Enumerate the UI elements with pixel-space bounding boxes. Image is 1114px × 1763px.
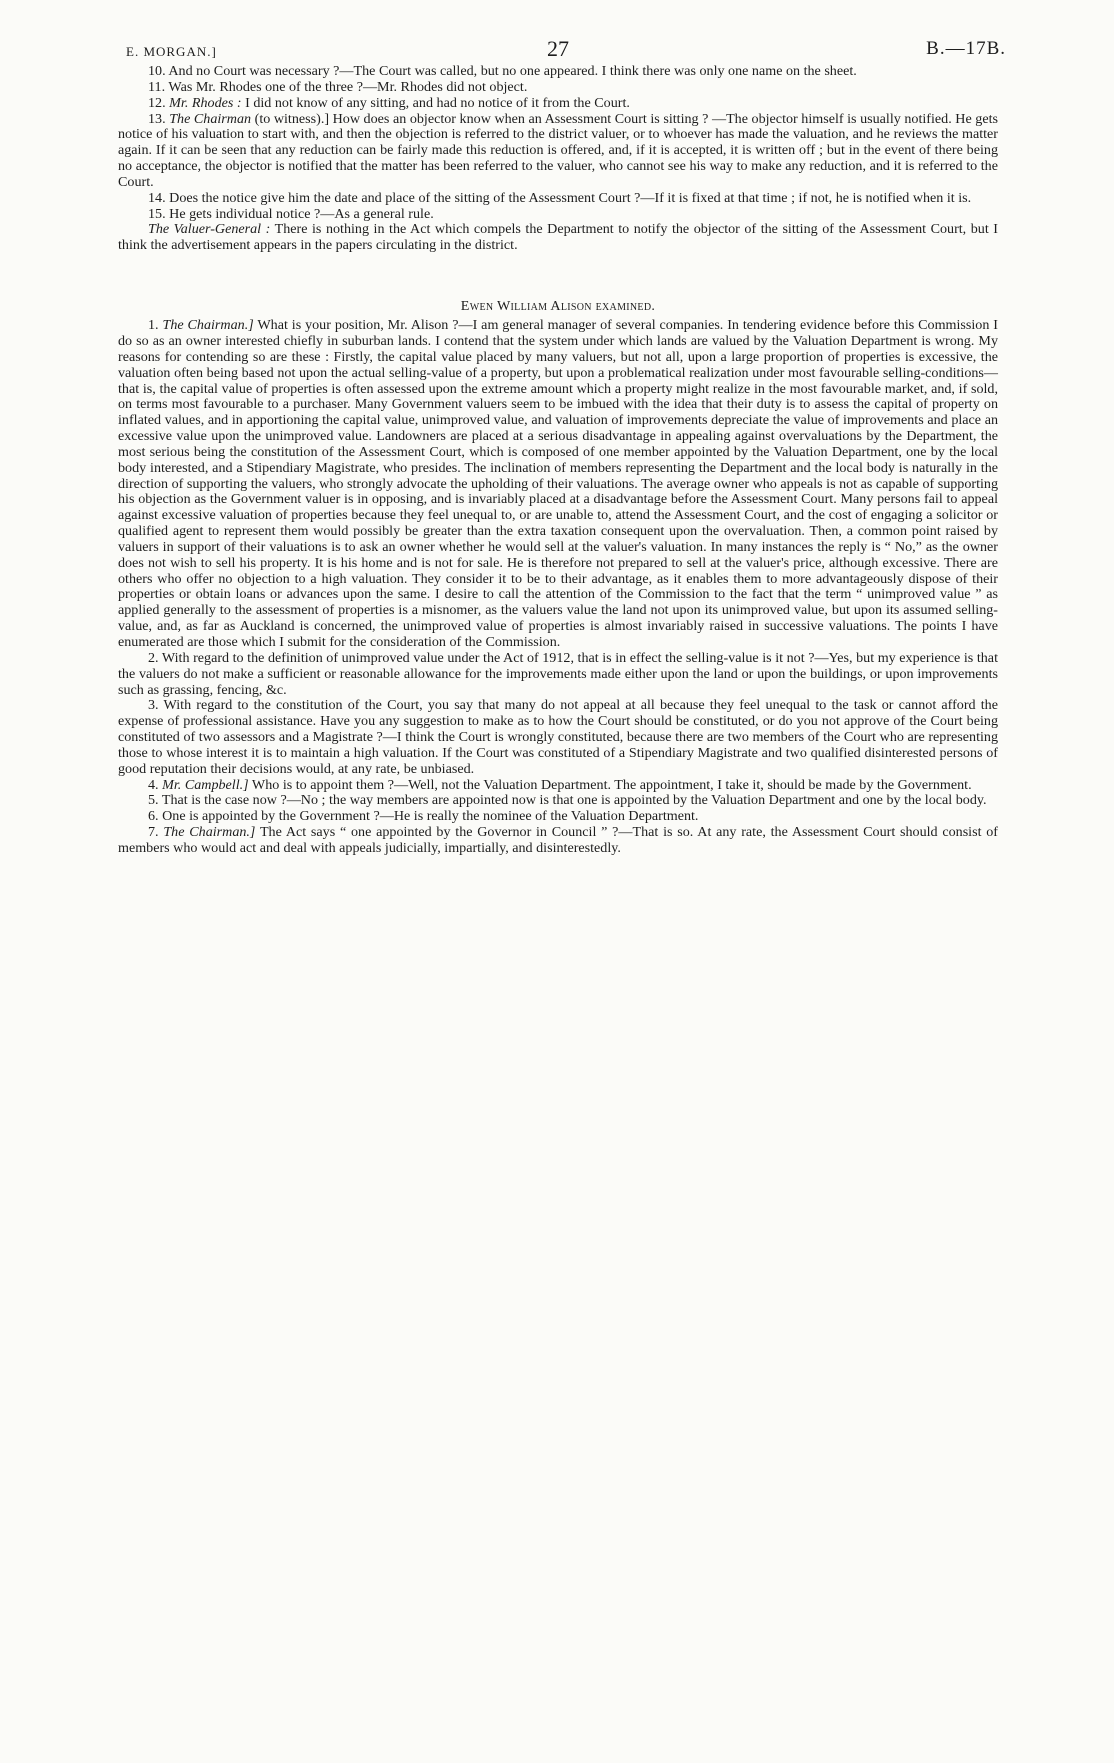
question-5 — [118, 793, 998, 809]
speaker-name: The Chairman.] — [163, 824, 256, 841]
paragraph-14 — [118, 191, 998, 207]
paragraph-valuer-general — [118, 222, 998, 254]
header-witness-name: E. MORGAN.] — [126, 44, 217, 59]
speaker-name: The Valuer-General : — [148, 221, 271, 238]
paragraph-text: And no Court was necessary ?—The Court was called, but no one appeared. I think there was only one name on the sheet. — [168, 63, 857, 79]
page-number: 27 — [547, 36, 569, 61]
paragraph-11 — [118, 80, 998, 96]
question-4 — [118, 778, 998, 794]
section-heading: Ewen William Alison examined. — [460, 298, 656, 315]
question-1 — [118, 318, 998, 651]
top-paragraphs — [118, 64, 998, 254]
paragraph-text: With regard to the definition of unimproved value under the Act of 1912, that is in effect the selling-value is it not ?—Yes, but my experience is that the valuers do not make a sufficient or reasonable allowance for the improvements made either upon the land or upon the buildings, or upon improvements such as grassing, fencing, &c. — [118, 649, 998, 698]
paragraph-text: That is the case now ?—No ; the way members are appointed now is that one is appointed by the Valuation Department and one by the local body. — [161, 792, 987, 809]
paragraph-15 — [118, 207, 998, 223]
paragraph-number: 2. — [148, 649, 159, 666]
question-2 — [118, 651, 998, 699]
paragraph-text: With regard to the constitution of the Court, you say that many do not appeal at all because they feel unequal to the task or cannot afford the expense of professional assistance. Have you any suggestion to make as to how the Court should be constituted, or do you not approve of the Court being constituted of two assessors and a Magistrate ?—I think the Court is wrongly constituted, because there are two members of the Court who are representing those to whose interest it is to maintain a high valuation. If the Court was constituted of a Stipendiary Magistrate and two qualified disinterested persons of good reputation their decisions would, at any rate, be unbiased. — [118, 697, 998, 777]
paragraph-text: I did not know of any sitting, and had no notice of it from the Court. — [245, 94, 630, 111]
speaker-name: The Chairman.] — [162, 317, 254, 334]
page-header — [118, 30, 1006, 64]
document-page — [118, 30, 1006, 857]
paragraph-10 — [118, 64, 998, 80]
paragraph-12 — [118, 96, 998, 112]
paragraph-text: Does the notice give him the date and place of the sitting of the Assessment Court ?—If it is fixed at that time ; if not, he is notified when it is. — [169, 189, 972, 206]
speaker-name: Mr. Campbell.] — [162, 776, 249, 793]
examination-paragraphs — [118, 318, 998, 857]
paragraph-text: There is nothing in the Act which compels the Department to notify the objector of the sitting of the Assessment Court, but I think the advertisement appears in the papers circulating in the district. — [118, 221, 998, 254]
paragraph-text: What is your position, Mr. Alison ?—I am general manager of several companies. In tendering evidence before this Commission I do so as an owner interested chiefly in suburban lands. I contend that the system under which lands are valued by the Valuation Department is wrong. My reasons for contending so are these : Firstly, the capital value placed by many valuers, but not all, upon a large proportion of properties is excessive, the valuation often being based not upon the actual selling-value of a property, but upon a problematical realization under most favourable selling-conditions—that is, the capital value of properties is often assessed upon the extreme amount which a property might realize in the most favourable market, and, if sold, on terms most favourable to a purchaser. Many Government valuers seem to be imbued with the idea that their duty is to assess the capital of property on inflated values, and in apportioning the capital value, unimproved value, and valuation of improvements depreciate the value of improvements and place an excessive value upon the unimproved value. Landowners are placed at a serious disadvantage in appealing against overvaluations by the Department, the most serious being the constitution of the Assessment Court, which is composed of one member appointed by the Valuation Department, one by the local body interested, and a Stipendiary Magistrate, who presides. The inclination of members representing the Department and the local body is naturally in the direction of supporting the valuers, who strongly advocate the upholding of their valuations. The average owner who appeals is not as capable of supporting his objection as the Government valuer is in opposing, and is invariably placed at a disadvantage before the Assessment Court. Many persons fail to appeal against excessive valuation of properties because they feel unequal to, or are unable to, attend the Assessment Court, and the cost of engaging a solicitor or qualified agent to represent them would possibly be greater than the extra taxation consequent upon the overvaluation. Then, a common point raised by valuers in support of their valuations is to ask an owner whether he would sell at the valuer's valuation. In many instances the reply is “ No,” as the owner does not wish to sell his property. It is his home and is not for sale. He is therefore not prepared to sell at the valuer's price, although excessive. There are others who offer no objection to a high valuation. They consider it to be to their advantage, as it enables them to more advantageously dispose of their properties or obtain loans or advances upon the same. I desire to call the attention of the Commission to the fact that the term “ unimproved value ” as applied generally to the assessment of properties is a misnomer, as the valuers value the land not upon its unimproved value, but upon its assumed selling-value, and, as far as Auckland is concerned, the unimproved value of properties is almost invariably raised in successive valuations. The points I have enumerated are those which I submit for the consideration of the Commission. — [118, 317, 998, 650]
paragraph-text: One is appointed by the Government ?—He is really the nominee of the Valuation Department. — [162, 808, 699, 825]
speaker-name: The Chairman — [169, 110, 252, 127]
paragraph-13 — [118, 112, 998, 191]
paragraph-text: The Act says “ one appointed by the Governor in Council ” ?—That is so. At any rate, the Assessment Court should consist of members who would act and deal with appeals judicially, impartially, and disinterestedly. — [118, 824, 998, 856]
paragraph-text: Was Mr. Rhodes one of the three ?—Mr. Rhodes did not object. — [168, 78, 528, 95]
question-3 — [118, 698, 998, 777]
paragraph-text: (to witness).] How does an objector know when an Assessment Court is sitting ? —The objector himself is usually notified. He gets notice of his valuation to start with, and then the objection is referred to the district valuer, or to whoever has made the valuation, and he reviews the matter again. If it can be seen that any reduction can be fairly made this reduction is offered, and, if it is accepted, it is written off ; but in the event of there being no acceptance, the objector is notified that the matter has been referred to the valuer, who cannot see his way to make any reduction, and it is referred to the Court. — [118, 110, 998, 190]
paragraph-number: 3. — [148, 697, 159, 714]
paragraph-text: He gets individual notice ?—As a general rule. — [169, 205, 434, 222]
paragraph-number: 1. — [148, 317, 159, 334]
speaker-name: Mr. Rhodes : — [169, 94, 242, 111]
paragraph-number: 4. — [148, 776, 159, 793]
question-7 — [118, 825, 998, 857]
paragraph-number: 11. — [148, 78, 166, 95]
question-6 — [118, 809, 998, 825]
paragraph-number: 15. — [148, 205, 166, 222]
paragraph-number: 7. — [148, 824, 159, 841]
paragraph-number: 10. — [148, 63, 166, 79]
paragraph-number: 6. — [148, 808, 159, 825]
paragraph-number: 12. — [148, 94, 166, 111]
paragraph-text: Who is to appoint them ?—Well, not the Valuation Department. The appointment, I take it, should be made by the Government. — [251, 776, 972, 793]
paragraph-number: 5. — [148, 792, 159, 809]
paragraph-number: 13. — [148, 110, 166, 127]
document-reference: B.—17B. — [926, 38, 1006, 59]
paragraph-number: 14. — [148, 189, 166, 206]
